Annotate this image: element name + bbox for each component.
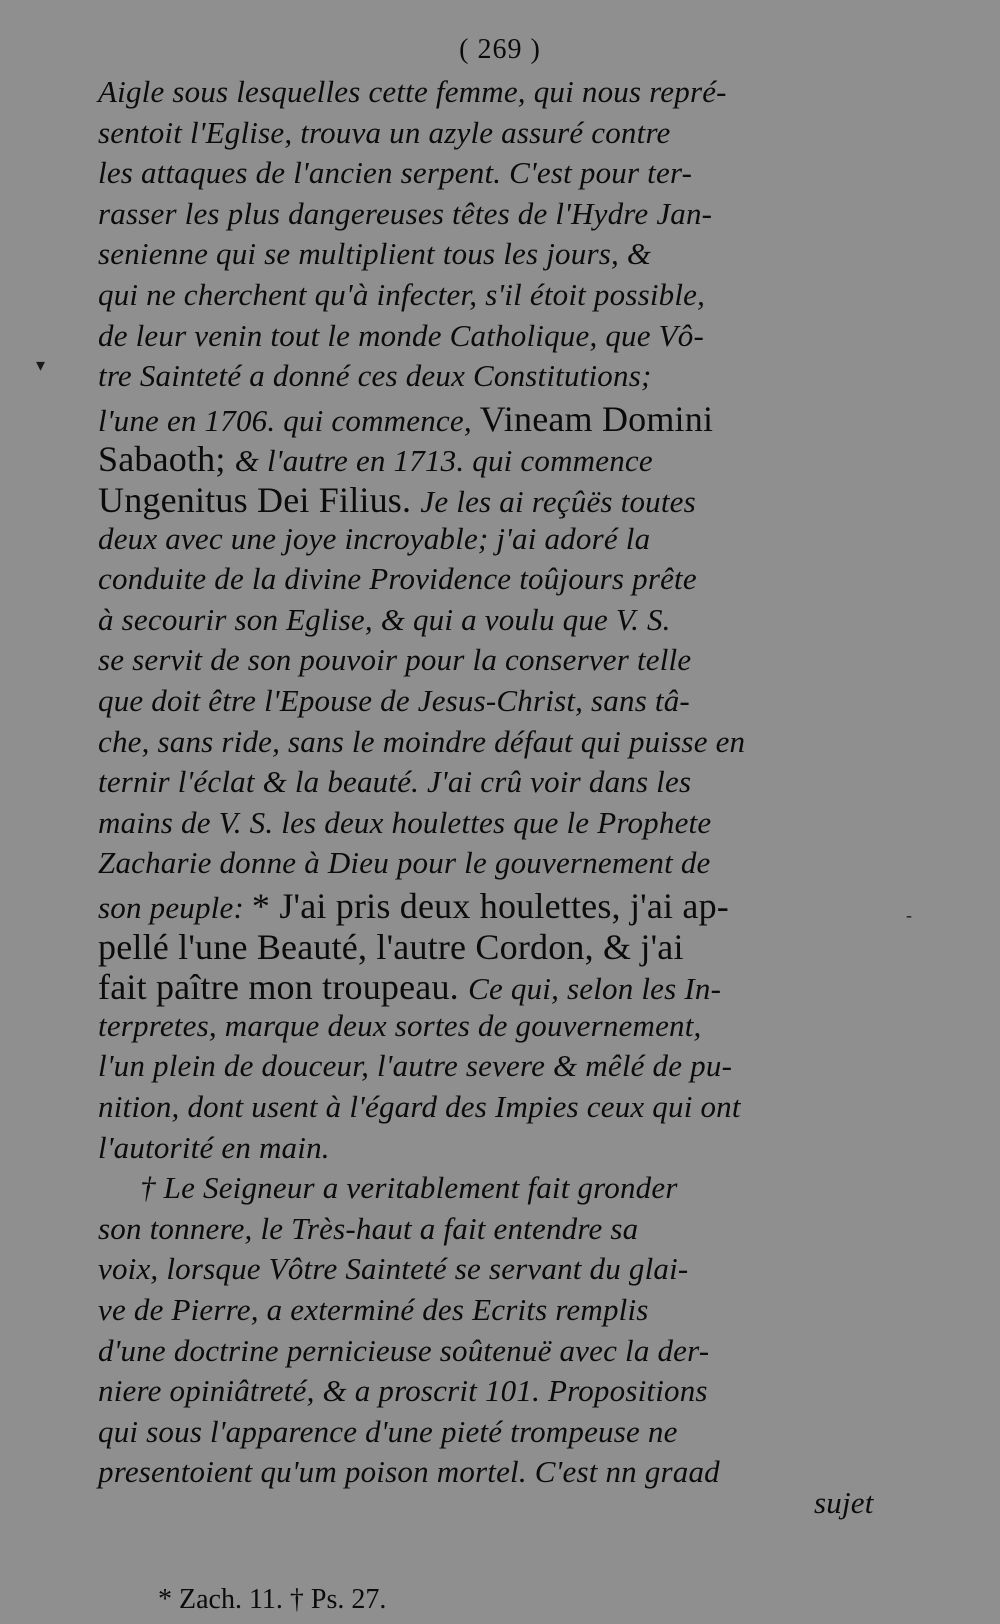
roman-text-segment: * J'ai pris deux houlettes, j'ai ap- (251, 886, 729, 926)
italic-text-segment: l'un plein de douceur, l'autre severe & mêlé de pu- (98, 1048, 733, 1084)
text-line (98, 1129, 883, 1165)
text-line (98, 76, 883, 107)
margin-speck: ‑ (906, 905, 912, 925)
italic-text-segment: ve de Pierre, a exterminé des Ecrits remplis (98, 1292, 649, 1327)
italic-text-segment: son peuple: (98, 890, 252, 925)
italic-text-segment: & l'autre en 1713. qui commence (234, 443, 653, 479)
margin-speck: ▾ (36, 355, 46, 375)
text-line (98, 236, 883, 272)
text-line (98, 764, 883, 800)
italic-text-segment: deux avec une joye incroyable; j'ai adoré la (98, 520, 651, 556)
text-line (98, 195, 883, 231)
footnote: * Zach. 11. † Ps. 27. (158, 1584, 387, 1615)
text-line (98, 967, 883, 1008)
text-line (98, 561, 883, 597)
text-line (98, 926, 883, 967)
text-line (98, 723, 883, 759)
text-line (98, 482, 883, 518)
text-line (98, 439, 883, 480)
roman-text-segment: Sabaoth; (98, 439, 235, 480)
italic-text-segment: ternir l'éclat & la beauté. J'ai crû voir dans les (98, 764, 692, 800)
italic-text-segment: Zacharie donne à Dieu pour le gouvernement de (98, 845, 711, 881)
italic-text-segment: voix, lorsque Vôtre Sainteté se servant du glai- (98, 1251, 689, 1287)
text-line (98, 114, 883, 150)
text-line (98, 1413, 883, 1449)
roman-text-segment: fait paître mon troupeau. (98, 967, 469, 1008)
italic-text-segment: rasser les plus dangereuses têtes de l'Hydre Jan- (98, 195, 713, 231)
italic-text-segment: senienne qui se multiplient tous les jours, & (98, 236, 652, 272)
text-line (98, 1048, 883, 1084)
text-line (98, 1007, 883, 1043)
text-line (98, 1454, 883, 1490)
italic-text-segment: se servit de son pouvoir pour la conserver telle (98, 642, 692, 678)
italic-text-segment: d'une doctrine pernicieuse soûtenuë avec la der- (98, 1332, 710, 1368)
page-number: ( 269 ) (459, 34, 541, 65)
text-line (98, 804, 883, 840)
italic-text-segment: son tonnere, le Très-haut a fait entendre sa (98, 1210, 639, 1246)
roman-text-segment: pellé l'une Beauté, l'autre Cordon, & j'ai (98, 926, 684, 967)
italic-text-segment: qui ne cherchent qu'à infecter, s'il étoit possible, (98, 277, 706, 312)
italic-text-segment: Aigle sous lesquelles cette femme, qui nous repré- (98, 74, 727, 109)
italic-text-segment: terpretes, marque deux sortes de gouvernement, (98, 1007, 702, 1043)
roman-text-segment: Vineam Domini (479, 398, 714, 439)
italic-text-segment: Ce qui, selon les In- (468, 971, 722, 1007)
italic-text-segment: niere opiniâtreté, & a proscrit 101. Propositions (98, 1373, 708, 1409)
text-line (98, 1210, 883, 1246)
text-line (98, 398, 883, 439)
italic-text-segment: presentoient qu'um poison mortel. C'est nn graad (98, 1454, 720, 1490)
catchword: sujet (814, 1485, 874, 1520)
text-line (140, 1170, 883, 1206)
text-line (98, 845, 883, 881)
text-line (98, 358, 883, 394)
italic-text-segment: que doit être l'Epouse de Jesus-Christ, sans tâ- (98, 683, 690, 718)
italic-text-segment: che, sans ride, sans le moindre défaut qui puisse en (98, 723, 746, 759)
text-line (98, 1294, 883, 1325)
italic-text-segment: sentoit l'Eglise, trouva un azyle assuré contre (98, 114, 671, 150)
italic-text-segment: qui sous l'apparence d'une pieté trompeuse ne (98, 1413, 678, 1449)
text-line (98, 1332, 883, 1368)
text-line (98, 888, 883, 924)
italic-text-segment: Je les ai reçûës toutes (420, 484, 696, 519)
italic-text-segment: nition, dont usent à l'égard des Impies ceux qui ont (98, 1089, 741, 1124)
text-line (98, 520, 883, 556)
italic-text-segment: conduite de la divine Providence toûjours prête (98, 561, 697, 597)
text-line (98, 279, 883, 310)
text-line (98, 1373, 883, 1409)
italic-text-segment: tre Sainteté a donné ces deux Constitutions; (98, 358, 652, 394)
text-line (98, 1251, 883, 1287)
italic-text-segment: à secourir son Eglise, & qui a voulu que V. S. (98, 601, 671, 637)
italic-text-segment: l'autorité en main. (98, 1129, 330, 1165)
text-line (98, 685, 883, 716)
text-line (98, 317, 883, 353)
text-line (98, 642, 883, 678)
text-line (98, 155, 883, 191)
italic-text-segment: mains de V. S. les deux houlettes que le Prophete (98, 804, 712, 840)
italic-text-segment: les attaques de l'ancien serpent. C'est pour ter- (98, 155, 693, 191)
text-line (98, 601, 883, 637)
text-line (98, 1091, 883, 1122)
italic-text-segment: de leur venin tout le monde Catholique, que Vô- (98, 317, 705, 353)
italic-text-segment: l'une en 1706. qui commence, (98, 402, 480, 438)
roman-text-segment: Ungenitus Dei Filius. (98, 480, 421, 520)
italic-text-segment: † Le Seigneur a veritablement fait gronder (140, 1170, 678, 1206)
